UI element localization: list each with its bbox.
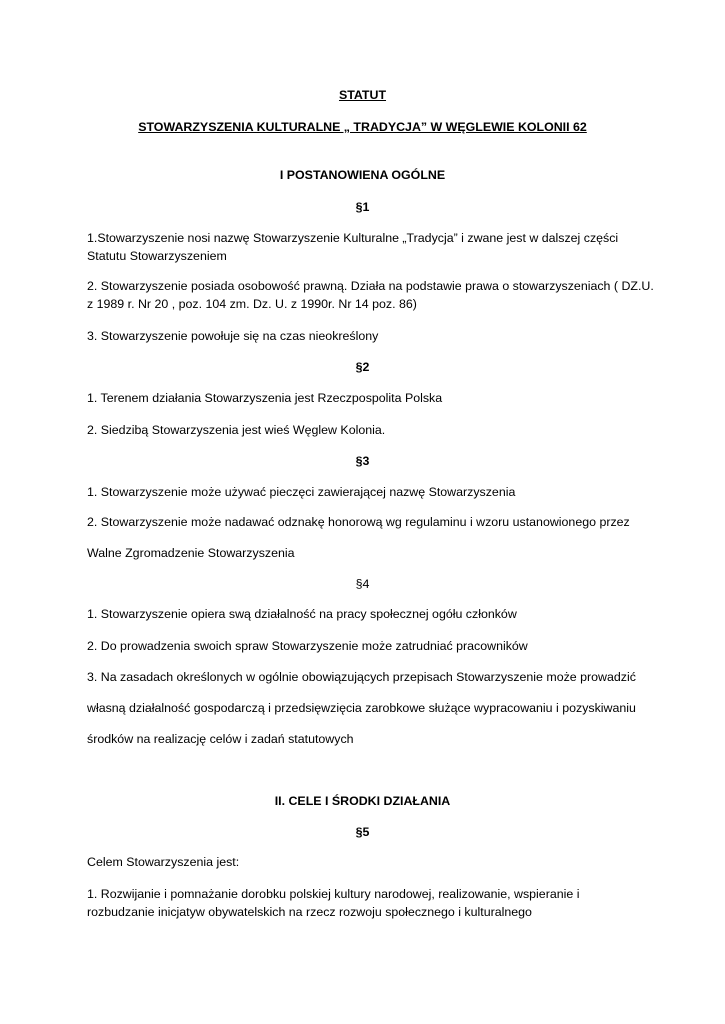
document-title: STATUT: [338, 88, 387, 102]
paragraph-4-item-2: 2. Do prowadzenia swoich spraw Stowarzyszenie może zatrudniać pracowników: [87, 639, 528, 653]
paragraph-5-item-1-line-1: 1. Rozwijanie i pomnażanie dorobku polskiej kultury narodowej, realizowanie, wspieranie i: [87, 887, 580, 901]
paragraph-heading-3: §3: [355, 454, 370, 468]
paragraph-heading-2: §2: [355, 360, 370, 374]
paragraph-4-item-3-line-3: środków na realizację celów i zadań statutowych: [87, 732, 354, 746]
paragraph-4-item-3-line-2: własną działalność gospodarczą i przedsięwzięcia zarobkowe służące wypracowaniu i pozyskiwaniu: [87, 701, 636, 715]
paragraph-heading-1: §1: [355, 200, 370, 214]
paragraph-1-item-3: 3. Stowarzyszenie powołuje się na czas nieokreślony: [87, 329, 379, 343]
paragraph-1-item-1-line-1: 1.Stowarzyszenie nosi nazwę Stowarzyszenie Kulturalne „Tradycja” i zwane jest w dalszej części: [87, 231, 619, 245]
section-heading-goals: II. CELE I ŚRODKI DZIAŁANIA: [274, 794, 451, 808]
paragraph-5-intro: Celem Stowarzyszenia jest:: [87, 855, 240, 869]
paragraph-1-item-2-line-2: z 1989 r. Nr 20 , poz. 104 zm. Dz. U. z 1990r. Nr 14 poz. 86): [87, 297, 417, 311]
paragraph-3-item-2-line-1: 2. Stowarzyszenie może nadawać odznakę honorową wg regulaminu i wzoru ustanowionego przez: [87, 515, 630, 529]
paragraph-1-item-1-line-2: Statutu Stowarzyszeniem: [87, 249, 227, 263]
section-heading-general: I POSTANOWIENA OGÓLNE: [279, 168, 446, 182]
paragraph-5-item-1-line-2: rozbudzanie inicjatyw obywatelskich na rzecz rozwoju społecznego i kulturalnego: [87, 905, 532, 919]
paragraph-1-item-2-line-1: 2. Stowarzyszenie posiada osobowość prawną. Działa na podstawie prawa o stowarzyszeniach ( DZ.U.: [87, 279, 654, 293]
paragraph-3-item-1: 1. Stowarzyszenie może używać pieczęci zawierającej nazwę Stowarzyszenia: [87, 485, 516, 499]
paragraph-heading-5: §5: [355, 825, 370, 839]
paragraph-2-item-1: 1. Terenem działania Stowarzyszenia jest Rzeczpospolita Polska: [87, 391, 443, 405]
paragraph-4-item-3-line-1: 3. Na zasadach określonych w ogólnie obowiązujących przepisach Stowarzyszenie może prowadzić: [87, 670, 636, 684]
document-subtitle: STOWARZYSZENIA KULTURALNE „ TRADYCJA” W WĘGLEWIE KOLONII 62: [138, 120, 587, 134]
paragraph-heading-4: §4: [355, 577, 370, 591]
paragraph-3-item-2-line-2: Walne Zgromadzenie Stowarzyszenia: [87, 546, 295, 560]
paragraph-4-item-1: 1. Stowarzyszenie opiera swą działalność na pracy społecznej ogółu członków: [87, 607, 517, 621]
paragraph-2-item-2: 2. Siedzibą Stowarzyszenia jest wieś Węglew Kolonia.: [87, 423, 386, 437]
